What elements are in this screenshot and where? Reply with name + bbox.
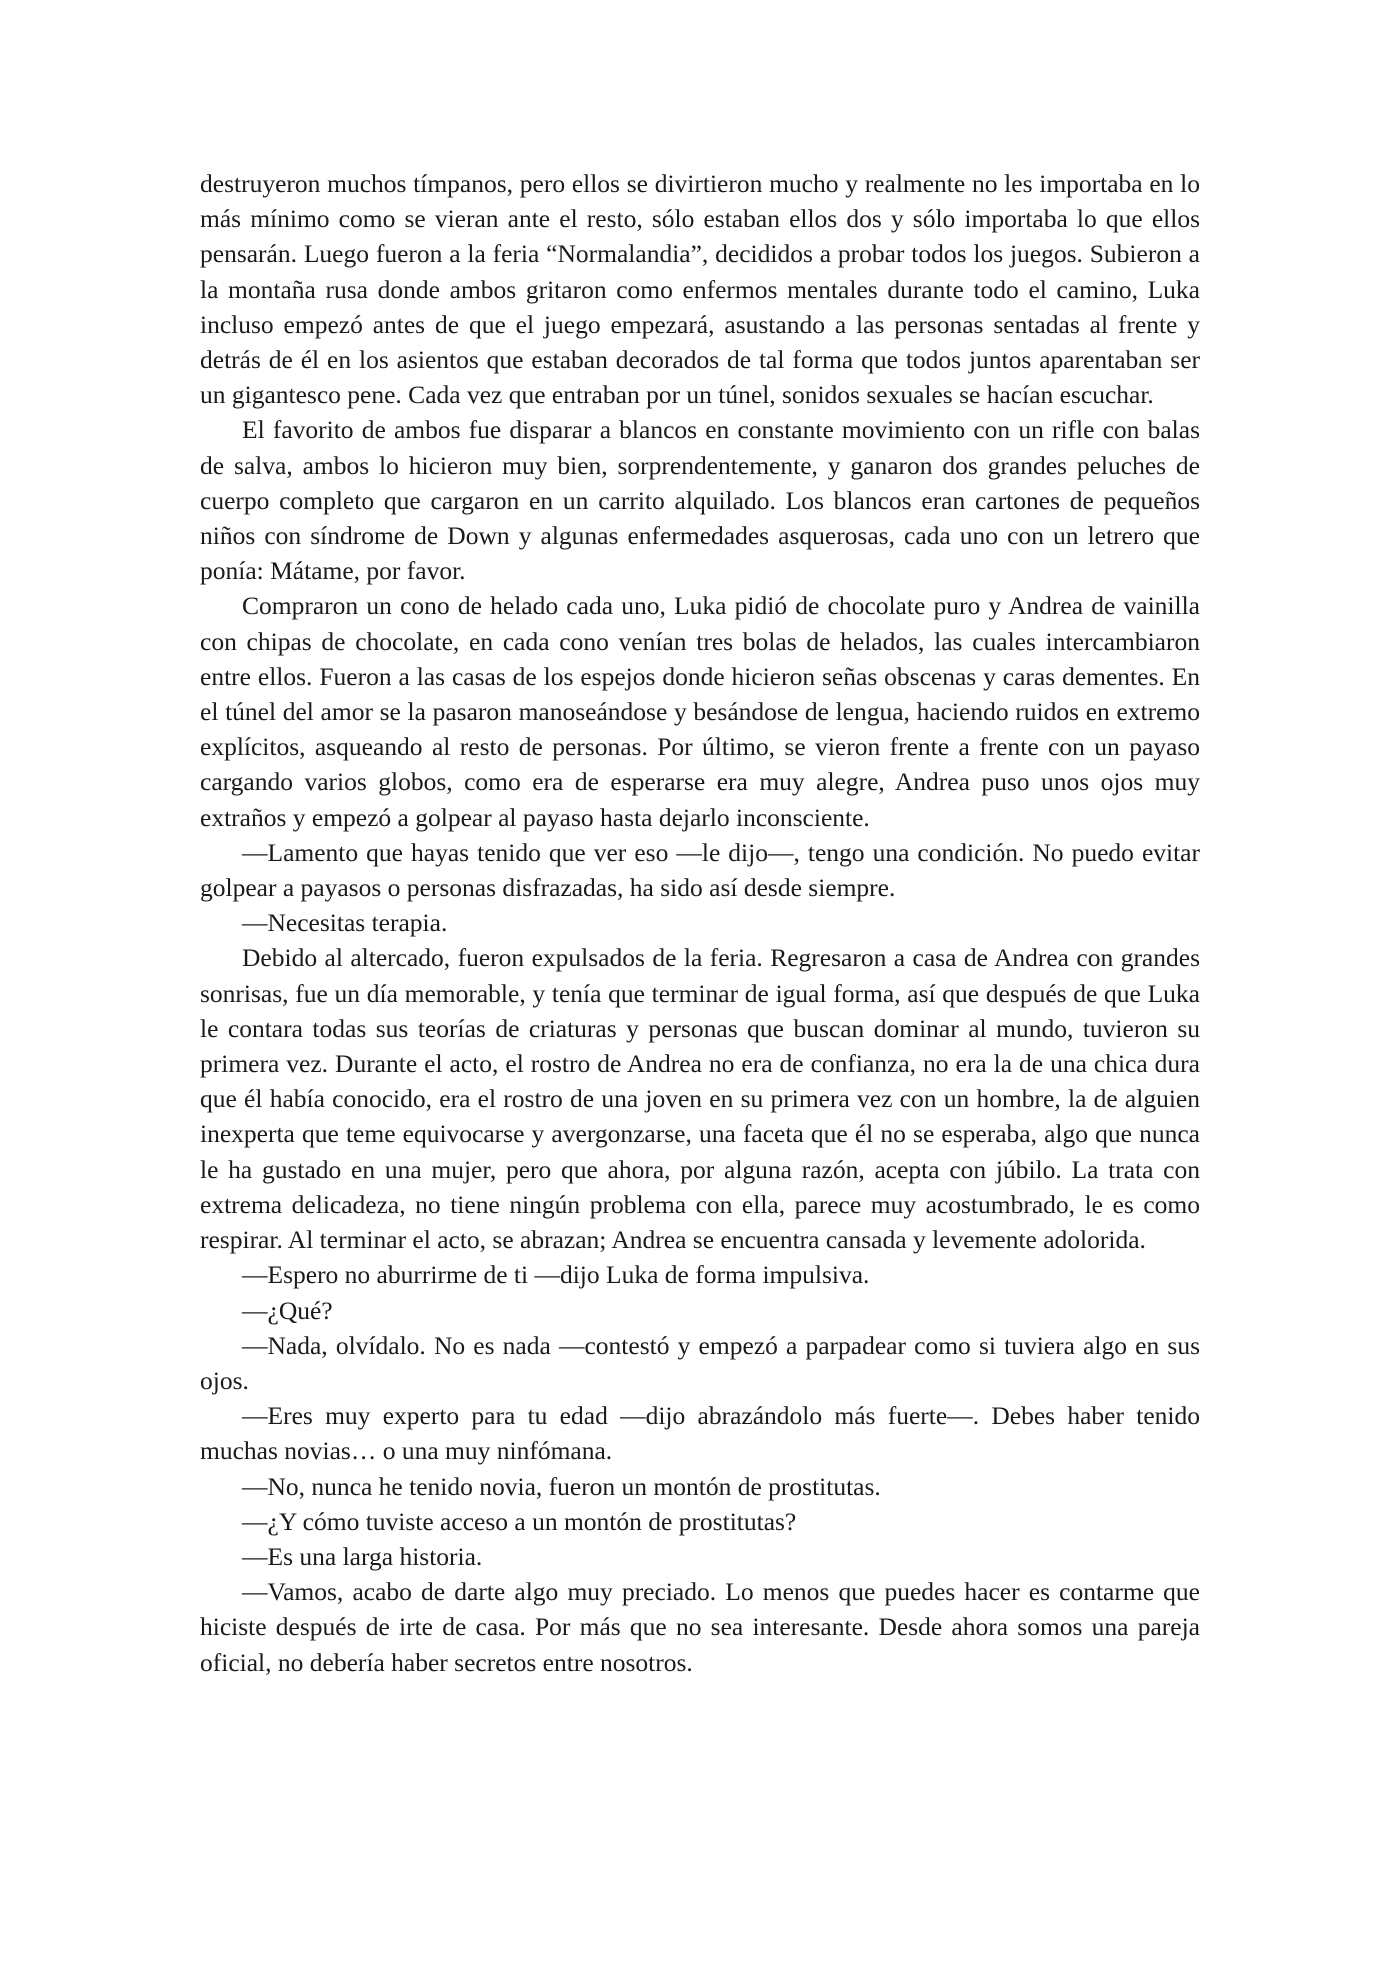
dialogue-line: —No, nunca he tenido novia, fueron un montón de prostitutas. xyxy=(242,1471,881,1501)
body-text xyxy=(200,166,1200,1680)
dialogue-line: —Nada, olvídalo. No es nada —contestó y empezó a parpadear como si tuviera algo en sus ojos. xyxy=(200,1330,1200,1395)
paragraph: destruyeron muchos tímpanos, pero ellos se divirtieron mucho y realmente no les importaba en lo más mínimo como se vieran ante el resto, sólo estaban ellos dos y sólo importaba lo que ellos pensarán. Luego fueron a la feria “Normalandia”, decididos a probar todos los juegos. Subieron a la montaña rusa donde ambos gritaron como enfermos mentales durante todo el camino, Luka incluso empezó antes de que el juego empezará, asustando a las personas sentadas al frente y detrás de él en los asientos que estaban decorados de tal forma que todos juntos aparentaban ser un gigantesco pene. Cada vez que entraban por un túnel, sonidos sexuales se hacían escuchar. xyxy=(200,169,1200,410)
dialogue-line: —Necesitas terapia. xyxy=(242,908,448,938)
paragraph: Compraron un cono de helado cada uno, Luka pidió de chocolate puro y Andrea de vainilla con chipas de chocolate, en cada cono venían tres bolas de helados, las cuales intercambiaron entre ellos. Fueron a las casas de los espejos donde hicieron señas obscenas y caras dementes. En el túnel del amor se la pasaron manoseándose y besándose de lengua, haciendo ruidos en extremo explícitos, asqueando al resto de personas. Por último, se vieron frente a frente con un payaso cargando varios globos, como era de esperarse era muy alegre, Andrea puso unos ojos muy extraños y empezó a golpear al payaso hasta dejarlo inconsciente. xyxy=(200,591,1200,832)
dialogue-line: —Eres muy experto para tu edad —dijo abrazándolo más fuerte—. Debes haber tenido muchas novias… o una muy ninfómana. xyxy=(200,1401,1200,1466)
dialogue-line: —Espero no aburrirme de ti —dijo Luka de forma impulsiva. xyxy=(242,1260,870,1290)
paragraph: Debido al altercado, fueron expulsados de la feria. Regresaron a casa de Andrea con grandes sonrisas, fue un día memorable, y tenía que terminar de igual forma, así que después de que Luka le contara todas sus teorías de criaturas y personas que buscan dominar al mundo, tuvieron su primera vez. Durante el acto, el rostro de Andrea no era de confianza, no era la de una chica dura que él había conocido, era el rostro de una joven en su primera vez con un hombre, la de alguien inexperta que teme equivocarse y avergonzarse, una faceta que él no se esperaba, algo que nunca le ha gustado en una mujer, pero que ahora, por alguna razón, acepta con júbilo. La trata con extrema delicadeza, no tiene ningún problema con ella, parece muy acostumbrado, le es como respirar. Al terminar el acto, se abrazan; Andrea se encuentra cansada y levemente adolorida. xyxy=(200,943,1200,1255)
dialogue-line: —Vamos, acabo de darte algo muy preciado. Lo menos que puedes hacer es contarme que hiciste después de irte de casa. Por más que no sea interesante. Desde ahora somos una pareja oficial, no debería haber secretos entre nosotros. xyxy=(200,1577,1200,1677)
dialogue-line: —¿Y cómo tuviste acceso a un montón de prostitutas? xyxy=(242,1506,797,1536)
dialogue-line: —Lamento que hayas tenido que ver eso —le dijo—, tengo una condición. No puedo evitar golpear a payasos o personas disfrazadas, ha sido así desde siempre. xyxy=(200,837,1200,903)
dialogue-line: —¿Qué? xyxy=(242,1295,333,1325)
dialogue-line: —Es una larga historia. xyxy=(242,1541,483,1571)
paragraph: El favorito de ambos fue disparar a blancos en constante movimiento con un rifle con balas de salva, ambos lo hicieron muy bien, sorprendentemente, y ganaron dos grandes peluches de cuerpo completo que cargaron en un carrito alquilado. Los blancos eran cartones de pequeños niños con síndrome de Down y algunas enfermedades asquerosas, cada uno con un letrero que ponía: Mátame, por favor. xyxy=(200,415,1200,586)
